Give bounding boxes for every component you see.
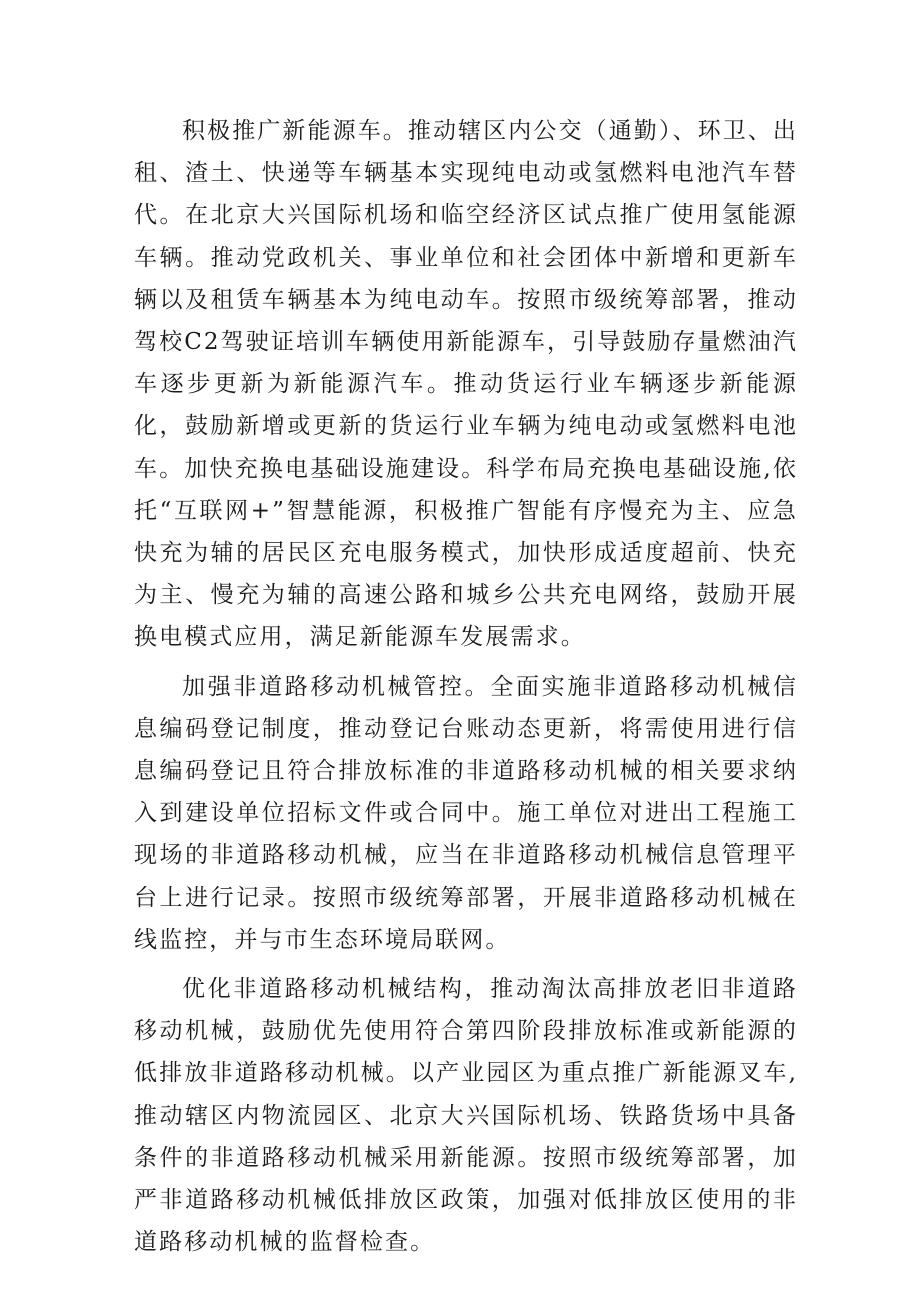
paragraph-non-road-machinery-structure: 优化非道路移动机械结构，推动淘汰高排放老旧非道路移动机械，鼓励优先使用符合第四阶段排放标准或新能源的低排放非道路移动机械。以产业园区为重点推广新能源叉车,推动辖区内物流园区、北京大兴国际机场、铁路货场中具备条件的非道路移动机械采用新能源。按照市级统筹部署，加严非道路移动机械低排放区政策，加强对低排放区使用的非道路移动机械的监督检查。 xyxy=(134,976,798,1256)
paragraph-non-road-machinery-control: 加强非道路移动机械管控。全面实施非道路移动机械信息编码登记制度，推动登记台账动态更新，将需使用进行信息编码登记且符合排放标准的非道路移动机械的相关要求纳入到建设单位招标文件或合同中。施工单位对进出工程施工现场的非道路移动机械，应当在非道路移动机械信息管理平台上进行记录。按照市级统筹部署，开展非道路移动机械在线监控，并与市生态环境局联网。 xyxy=(134,673,798,953)
paragraph-new-energy-vehicles: 积极推广新能源车。推动辖区内公交（通勤）、环卫、出租、渣土、快递等车辆基本实现纯电动或氢燃料电池汽车替代。在北京大兴国际机场和临空经济区试点推广使用氢能源车辆。推动党政机关、事业单位和社会团体中新增和更新车辆以及租赁车辆基本为纯电动车。按照市级统筹部署，推动驾校C2驾驶证培训车辆使用新能源车，引导鼓励存量燃油汽车逐步更新为新能源汽车。推动货运行业车辆逐步新能源化，鼓励新增或更新的货运行业车辆为纯电动或氢燃料电池车。加快充换电基础设施建设。科学布局充换电基础设施,依托“互联网+”智慧能源，积极推广智能有序慢充为主、应急快充为辅的居民区充电服务模式，加快形成适度超前、快充为主、慢充为辅的高速公路和城乡公共充电网络，鼓励开展换电模式应用，满足新能源车发展需求。 xyxy=(134,118,798,651)
document-body xyxy=(134,110,798,1270)
